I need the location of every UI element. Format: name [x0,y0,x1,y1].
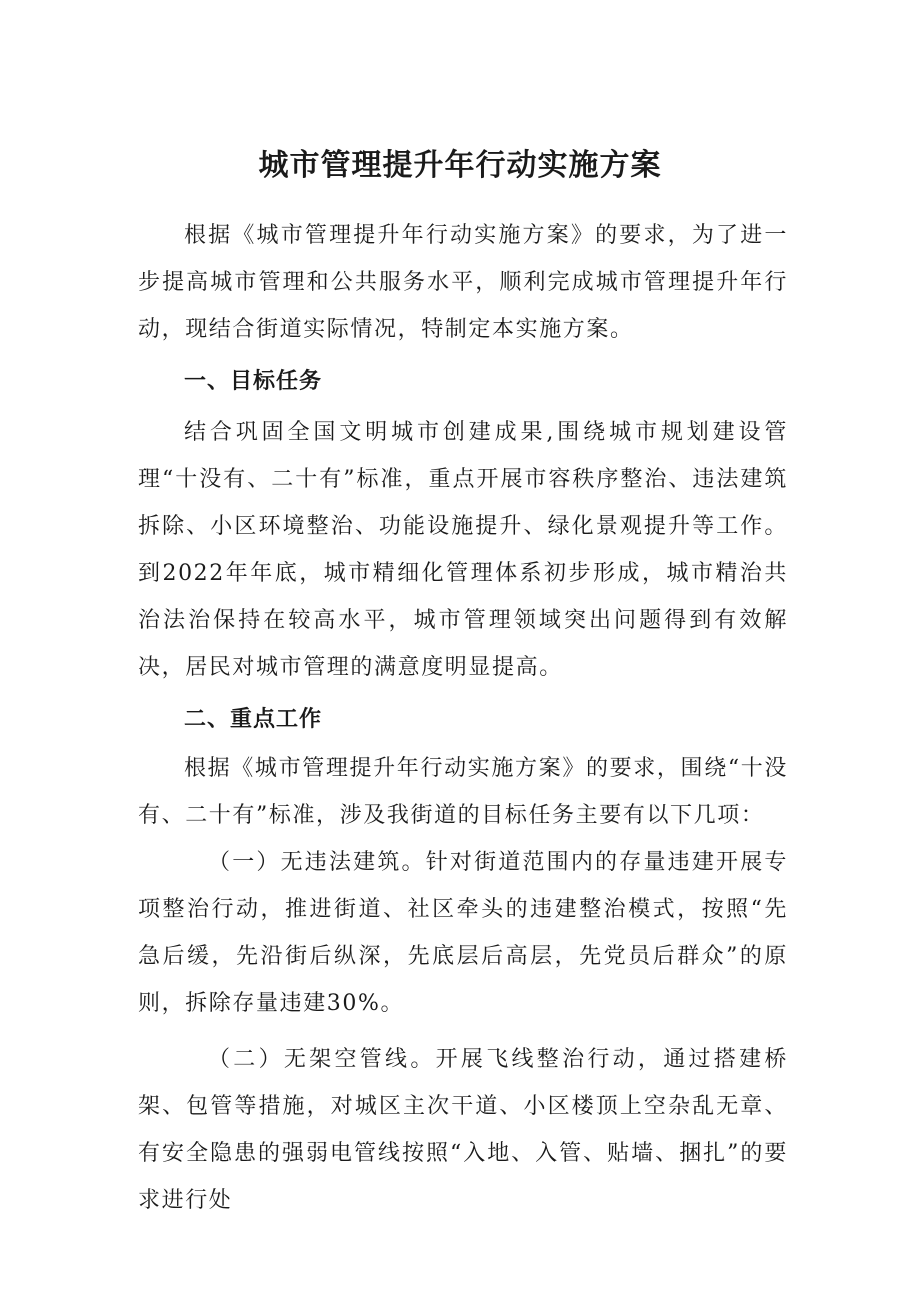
item-no-illegal-buildings: （一）无违法建筑。针对街道范围内的存量违建开展专项整治行动，推进街道、社区牵头的违建整治模式，按照“先急后缓，先沿街后纵深，先底层后高层，先党员后群众”的原则，拆除存量违建30%。 [138,850,788,1016]
section-heading-key-work: 二、重点工作 [184,707,323,732]
section-heading-goals: 一、目标任务 [184,369,323,394]
document-title: 城市管理提升年行动实施方案 [258,148,662,183]
intro-paragraph: 根据《城市管理提升年行动实施方案》的要求，为了进一步提高城市管理和公共服务水平，顺利完成城市管理提升年行动，现结合街道实际情况，特制定本实施方案。 [138,223,788,342]
goals-paragraph: 结合巩固全国文明城市创建成果,围绕城市规划建设管理“十没有、二十有”标准，重点开展市容秩序整治、违法建筑拆除、小区环境整治、功能设施提升、绿化景观提升等工作。到2022年年底，城市精细化管理体系初步形成，城市精治共治法治保持在较高水平，城市管理领域突出问题得到有效解决，居民对城市管理的满意度明显提高。 [138,420,788,680]
item-no-overhead-lines: （二）无架空管线。开展飞线整治行动，通过搭建桥架、包管等措施，对城区主次干道、小区楼顶上空杂乱无章、有安全隐患的强弱电管线按照“入地、入管、贴墙、捆扎”的要求进行处 [138,1047,788,1213]
key-work-paragraph: 根据《城市管理提升年行动实施方案》的要求，围绕“十没有、二十有”标准，涉及我街道的目标任务主要有以下几项： [138,756,788,828]
